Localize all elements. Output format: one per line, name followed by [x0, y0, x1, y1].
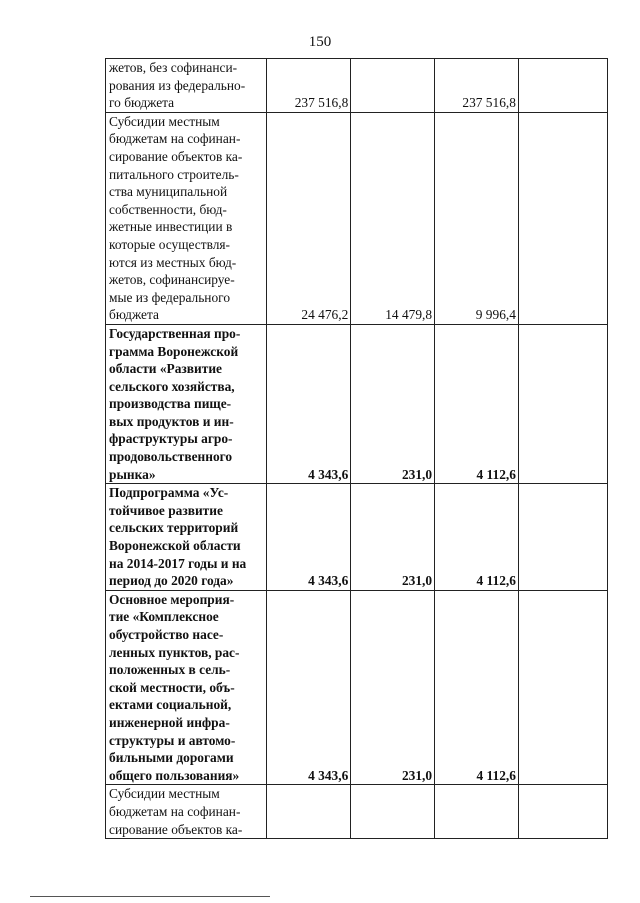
row-federal-cell-text: 231,0 [401, 767, 433, 783]
row-regional-cell-text: 9 996,4 [475, 307, 516, 323]
row-regional-cell [435, 112, 519, 324]
row-federal-cell [351, 324, 435, 483]
row-total-cell-text: 237 516,8 [294, 95, 349, 111]
row-extra-cell [518, 785, 607, 839]
row-extra-cell [518, 324, 607, 483]
row-total-cell-text: 24 476,2 [301, 307, 349, 323]
row-name-cell [106, 324, 267, 483]
row-extra-cell [518, 590, 607, 785]
row-name-cell-text: Субсидии местным бюджетам на софинан- сирование объектов ка- [109, 786, 243, 837]
row-name-cell [106, 484, 267, 591]
row-federal-cell-text: 231,0 [401, 466, 433, 482]
row-regional-cell [435, 324, 519, 483]
row-federal-cell [351, 785, 435, 839]
row-regional-cell-text: 4 112,6 [476, 767, 516, 783]
row-name-cell-text: жетов, без софинанси- рования из федерально- го бюджета [109, 60, 246, 111]
row-regional-cell-text: 4 112,6 [476, 573, 516, 589]
table-row [106, 324, 608, 483]
row-federal-cell [351, 484, 435, 591]
row-name-cell-text: Подпрограмма «Ус- тойчивое развитие сельских территорий Воронежской области на 2014-2017 годы и на период до 2020 года» [109, 485, 247, 589]
row-total-cell [267, 484, 351, 591]
page-number: 150 [308, 34, 332, 50]
row-regional-cell-text: 4 112,6 [476, 466, 516, 482]
row-regional-cell [435, 484, 519, 591]
row-extra-cell [518, 112, 607, 324]
table-row [106, 785, 608, 839]
table-row [106, 484, 608, 591]
row-name-cell [106, 59, 267, 113]
page-bottom-rule [30, 896, 270, 897]
table-row [106, 59, 608, 113]
row-total-cell-text: 4 343,6 [308, 573, 349, 589]
row-name-cell [106, 785, 267, 839]
row-extra-cell [518, 59, 607, 113]
row-federal-cell [351, 590, 435, 785]
row-name-cell-text: Государственная про- грамма Воронежской области «Развитие сельского хозяйства, производства пище- вых продуктов и ин- фраструктуры агро- продовольственного рынка» [109, 325, 241, 482]
row-federal-cell [351, 112, 435, 324]
row-total-cell [267, 785, 351, 839]
budget-table-body [106, 59, 608, 839]
row-name-cell-text: Субсидии местным бюджетам на софинан- сирование объектов ка- питального строитель- ства муниципальной собственности, бюд- жетные инвестиции в которые осуществля- ются из местных бюд- жетов, софинансируе- мые из федерального бюджета [109, 113, 243, 323]
row-federal-cell [351, 59, 435, 113]
row-federal-cell-text: 14 479,8 [385, 307, 433, 323]
row-total-cell-text: 4 343,6 [308, 466, 349, 482]
budget-table [105, 58, 608, 839]
row-total-cell [267, 590, 351, 785]
row-federal-cell-text: 231,0 [401, 573, 433, 589]
row-regional-cell [435, 785, 519, 839]
table-row [106, 590, 608, 785]
row-regional-cell [435, 590, 519, 785]
row-total-cell [267, 59, 351, 113]
row-regional-cell [435, 59, 519, 113]
row-total-cell [267, 112, 351, 324]
row-name-cell [106, 112, 267, 324]
row-total-cell [267, 324, 351, 483]
row-extra-cell [518, 484, 607, 591]
table-row [106, 112, 608, 324]
row-total-cell-text: 4 343,6 [308, 767, 349, 783]
row-name-cell [106, 590, 267, 785]
row-regional-cell-text: 237 516,8 [462, 95, 516, 111]
row-name-cell-text: Основное мероприя- тие «Комплексное обустройство насе- ленных пунктов, рас- положенных в сель- ской местности, объ- ектами социальной, инженерной инфра- структуры и автомо- бильными дорогами общего пользования» [109, 591, 240, 783]
